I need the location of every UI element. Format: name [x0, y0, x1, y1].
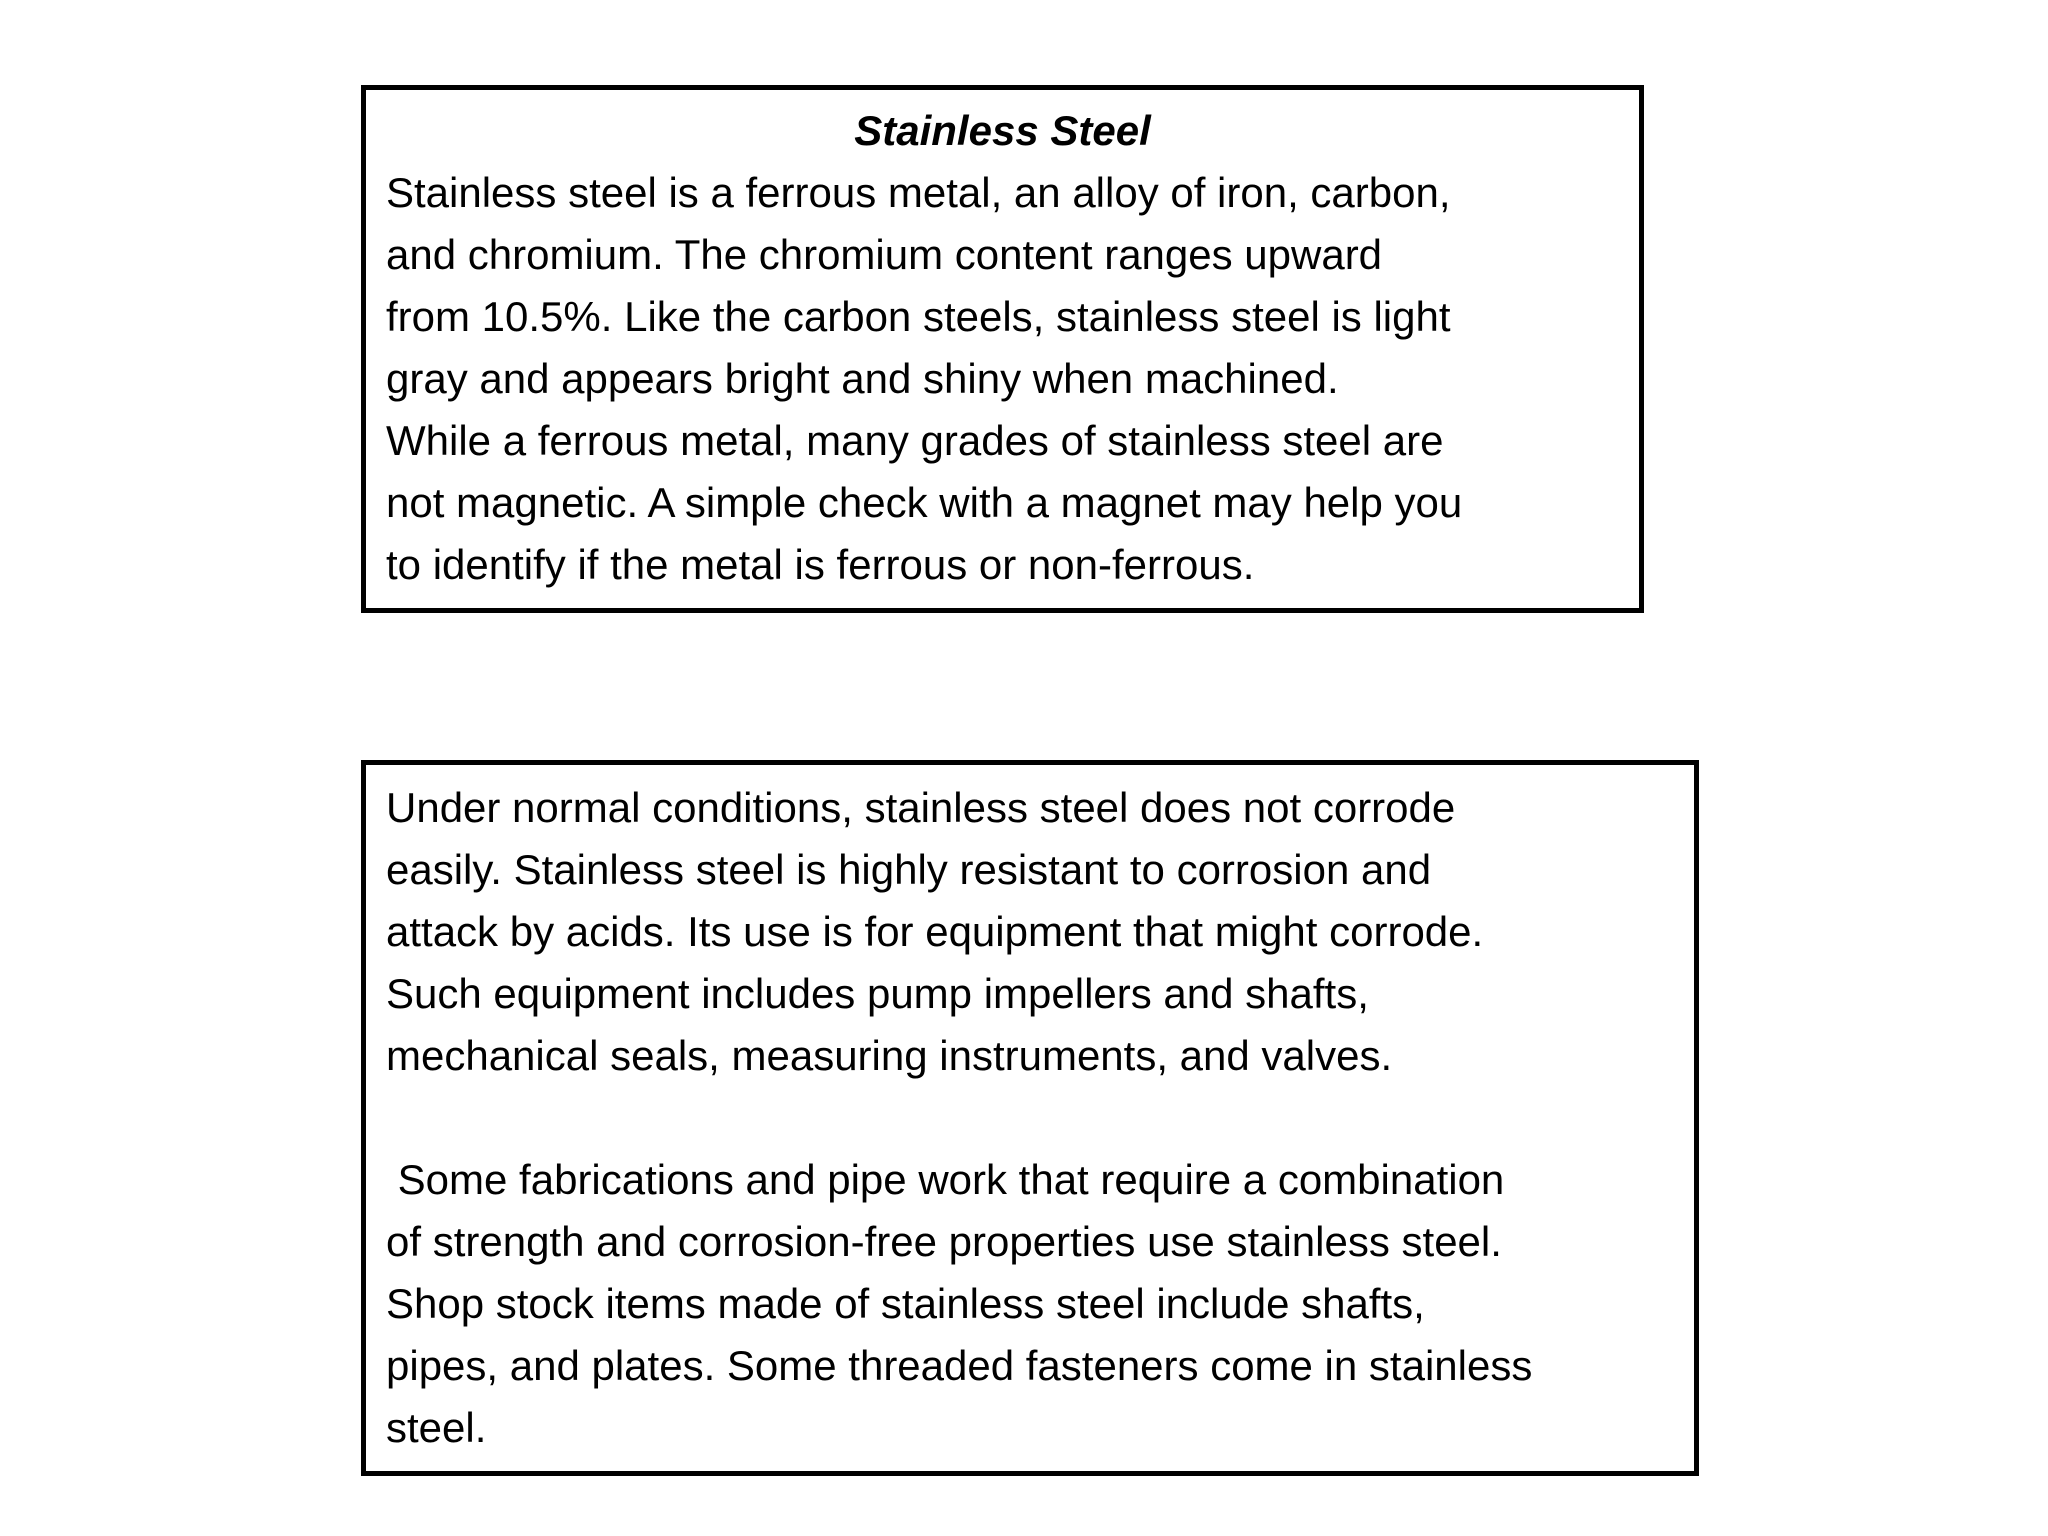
- uses-p1-line-3: attack by acids. Its use is for equipment that might corrode.: [386, 908, 1484, 955]
- uses-p2-line-4: pipes, and plates. Some threaded fasteners come in stainless: [386, 1342, 1533, 1389]
- intro-line-3: from 10.5%. Like the carbon steels, stainless steel is light: [386, 293, 1451, 340]
- uses-p1-line-5: mechanical seals, measuring instruments, and valves.: [386, 1032, 1393, 1079]
- paragraph-spacer: [386, 1087, 1674, 1149]
- stainless-steel-intro-box: [361, 85, 1644, 613]
- uses-p1-line-2: easily. Stainless steel is highly resistant to corrosion and: [386, 846, 1432, 893]
- intro-line-4: gray and appears bright and shiny when machined.: [386, 355, 1339, 402]
- uses-p2-line-1: Some fabrications and pipe work that require a combination: [386, 1156, 1505, 1203]
- intro-line-2: and chromium. The chromium content ranges upward: [386, 231, 1383, 278]
- intro-line-6: not magnetic. A simple check with a magnet may help you: [386, 479, 1463, 526]
- uses-p2-line-3: Shop stock items made of stainless steel include shafts,: [386, 1280, 1425, 1327]
- intro-line-7: to identify if the metal is ferrous or non-ferrous.: [386, 541, 1255, 588]
- intro-line-1: Stainless steel is a ferrous metal, an alloy of iron, carbon,: [386, 169, 1451, 216]
- intro-line-5: While a ferrous metal, many grades of stainless steel are: [386, 417, 1444, 464]
- uses-p1-line-1: Under normal conditions, stainless steel does not corrode: [386, 784, 1456, 831]
- stainless-steel-uses-box: [361, 760, 1699, 1476]
- uses-p1-line-4: Such equipment includes pump impellers and shafts,: [386, 970, 1369, 1017]
- uses-p2-line-2: of strength and corrosion-free properties use stainless steel.: [386, 1218, 1502, 1265]
- uses-p2-line-5: steel.: [386, 1404, 487, 1451]
- box-title: Stainless Steel: [854, 107, 1151, 154]
